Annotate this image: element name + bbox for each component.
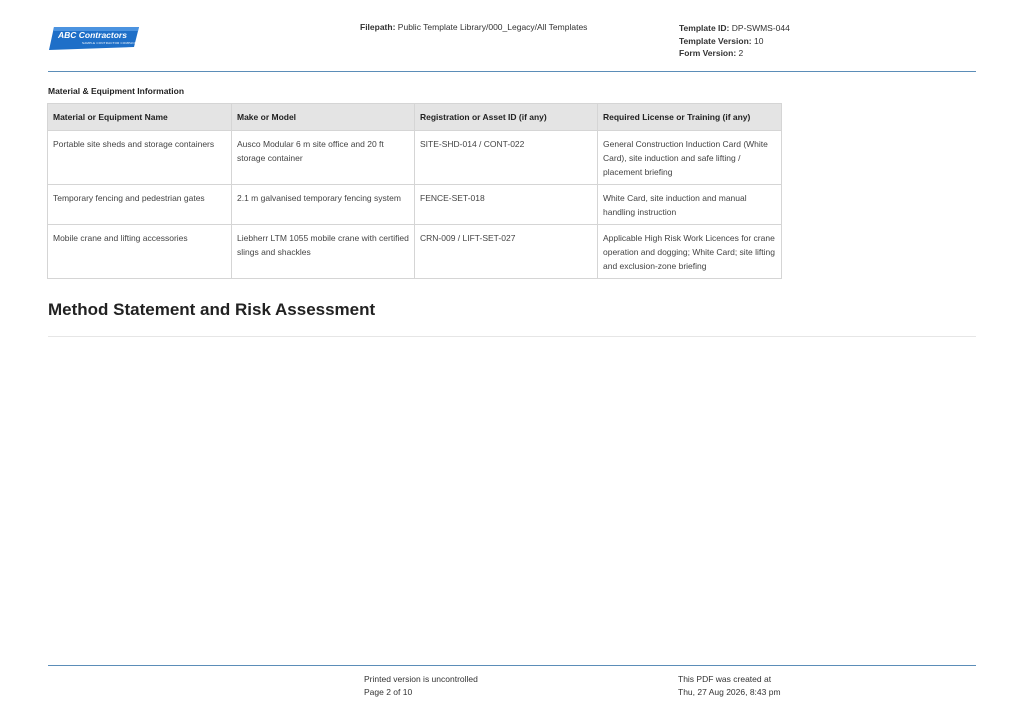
column-header: Registration or Asset ID (if any) [415,104,598,131]
table-cell: Liebherr LTM 1055 mobile crane with certified slings and shackles [232,225,415,279]
template-version-value: 10 [753,35,764,46]
column-header: Required License or Training (if any) [598,104,782,131]
form-version [679,47,790,60]
logo-subtext: SAMPLE CONTRACTOR COMPANY [82,41,137,45]
form-version-value: 2 [738,48,744,58]
table-cell: CRN-009 / LIFT-SET-027 [415,225,598,279]
template-id-value: DP-SWMS-044 [731,23,790,33]
table-cell: Portable site sheds and storage containers [48,131,232,185]
template-id-label: Template ID: [679,23,730,33]
table-cell: 2.1 m galvanised temporary fencing system [232,185,415,225]
uncontrolled-notice: Printed version is uncontrolled [364,674,478,684]
table-row [48,225,782,279]
table-cell: White Card, site induction and manual handling instruction [598,185,782,225]
created-timestamp: Thu, 27 Aug 2026, 8:43 pm [678,686,781,697]
table-header-row [48,104,782,131]
company-logo [48,26,140,52]
table-row [48,131,782,185]
table-cell: General Construction Induction Card (White Card), site induction and safe lifting / placement briefing [598,131,782,185]
form-version-label: Form Version: [679,48,737,58]
table-cell: Temporary fencing and pedestrian gates [48,185,232,225]
template-id [679,22,790,35]
template-version-label: Template Version: [679,35,752,46]
column-header: Make or Model [232,104,415,131]
table-cell: Applicable High Risk Work Licences for crane operation and dogging; White Card; site lifting and exclusion-zone briefing [598,225,782,279]
footer-print-info [364,673,478,698]
footer-created-info [678,673,781,698]
table-cell: Mobile crane and lifting accessories [48,225,232,279]
logo-text: ABC Contractors [58,30,127,40]
created-label: This PDF was created at [678,674,772,684]
template-version [679,35,790,48]
section-title: Material & Equipment Information [48,86,185,96]
filepath [360,22,587,32]
method-divider [48,336,976,337]
table-cell: FENCE-SET-018 [415,185,598,225]
table-row [48,185,782,225]
page-number: Page 2 of 10 [364,686,413,697]
footer-divider [48,665,976,666]
filepath-label: Filepath: [360,22,396,32]
method-heading: Method Statement and Risk Assessment [48,300,376,319]
filepath-value: Public Template Library/000_Legacy/All Templates [397,22,588,32]
column-header: Material or Equipment Name [48,104,232,131]
template-meta [679,22,790,60]
header-divider [48,71,976,72]
table-cell: Ausco Modular 6 m site office and 20 ft storage container [232,131,415,185]
equipment-table [47,103,782,279]
table-cell: SITE-SHD-014 / CONT-022 [415,131,598,185]
